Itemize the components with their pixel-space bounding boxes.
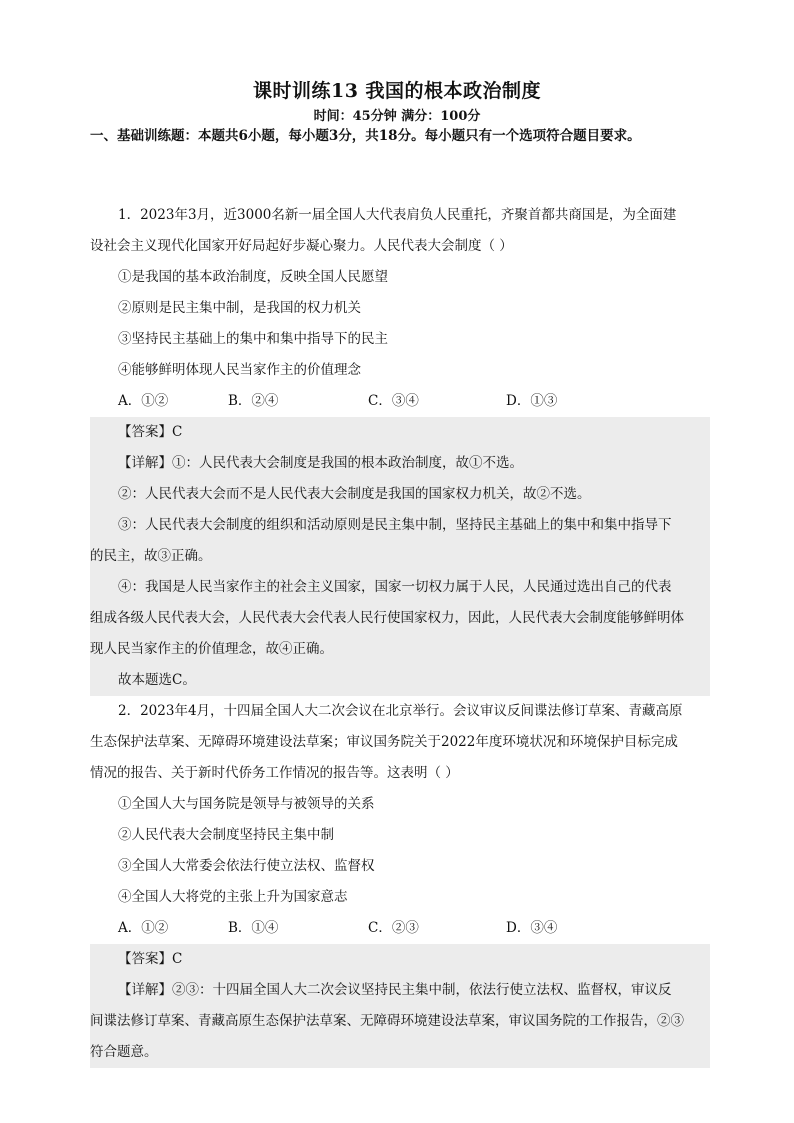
statement-item: ①是我国的基本政治制度，反映全国人民愿望 bbox=[118, 269, 388, 285]
explanation-line: 【详解】②③：十四届全国人大二次会议坚持民主集中制，依法行使立法权、监督权，审议反 bbox=[118, 982, 672, 998]
statement-item: ④全国人大将党的主张上升为国家意志 bbox=[118, 889, 348, 905]
explanation-line: 故本题选C。 bbox=[118, 672, 196, 688]
question-1 bbox=[90, 200, 706, 696]
option-c: C．③④ bbox=[368, 393, 419, 409]
option-b: B．②④ bbox=[228, 393, 279, 409]
option-d: D．①③ bbox=[506, 393, 558, 409]
page-title: 课时训练13 我国的根本政治制度 bbox=[252, 80, 542, 102]
answer-options bbox=[90, 913, 706, 944]
answer-explanation-block bbox=[90, 944, 710, 1068]
statement-item: ③全国人大常委会依法行使立法权、监督权 bbox=[118, 858, 375, 874]
explanation-line: 现人民当家作主的价值理念，故④正确。 bbox=[90, 641, 333, 657]
time-score-info: 时间：45分钟 满分：100分 bbox=[313, 109, 481, 124]
question-body bbox=[90, 200, 706, 1068]
question-stem-line: 2．2023年4月，十四届全国人大二次会议在北京举行。会议审议反间谍法修订草案、青藏高原 bbox=[118, 703, 683, 719]
question-stem-line: 情况的报告、关于新时代侨务工作情况的报告等。这表明（ ） bbox=[90, 765, 459, 781]
explanation-line: ④：我国是人民当家作主的社会主义国家，国家一切权力属于人民，人民通过选出自己的代表 bbox=[118, 579, 672, 595]
statement-item: ③坚持民主基础上的集中和集中指导下的民主 bbox=[118, 331, 388, 347]
explanation-line: 组成各级人民代表大会，人民代表大会代表人民行使国家权力，因此，人民代表大会制度能够鲜明体 bbox=[90, 610, 684, 626]
answer-label: 【答案】C bbox=[118, 424, 183, 440]
section-heading: 一、基础训练题：本题共6小题，每小题3分，共18分。每小题只有一个选项符合题目要求。 bbox=[90, 128, 641, 144]
explanation-line: 间谍法修订草案、青藏高原生态保护法草案、无障碍环境建设法草案，审议国务院的工作报告，②③ bbox=[90, 1013, 684, 1029]
option-a: A．①② bbox=[118, 393, 169, 409]
option-b: B．①④ bbox=[228, 920, 279, 936]
explanation-line: 符合题意。 bbox=[90, 1044, 158, 1060]
answer-explanation-block bbox=[90, 417, 710, 696]
explanation-line: ②：人民代表大会而不是人民代表大会制度是我国的国家权力机关，故②不选。 bbox=[118, 486, 591, 502]
statement-item: ②人民代表大会制度坚持民主集中制 bbox=[118, 827, 334, 843]
question-stem-line: 生态保护法草案、无障碍环境建设法草案；审议国务院关于2022年度环境状况和环境保护目标完成 bbox=[90, 734, 678, 750]
explanation-line: ③：人民代表大会制度的组织和活动原则是民主集中制，坚持民主基础上的集中和集中指导下 bbox=[118, 517, 672, 533]
statement-item: ①全国人大与国务院是领导与被领导的关系 bbox=[118, 796, 375, 812]
statement-item: ②原则是民主集中制，是我国的权力机关 bbox=[118, 300, 361, 316]
question-stem-line: 1．2023年3月，近3000名新一届全国人大代表肩负人民重托，齐聚首都共商国是，为全面建 bbox=[118, 207, 677, 223]
explanation-line: 【详解】①：人民代表大会制度是我国的根本政治制度，故①不选。 bbox=[118, 455, 523, 471]
option-a: A．①② bbox=[118, 920, 169, 936]
option-c: C．②③ bbox=[368, 920, 419, 936]
answer-label: 【答案】C bbox=[118, 951, 183, 967]
question-2 bbox=[90, 696, 706, 1068]
explanation-line: 的民主，故③正确。 bbox=[90, 548, 212, 564]
statement-item: ④能够鲜明体现人民当家作主的价值理念 bbox=[118, 362, 361, 378]
question-stem-line: 设社会主义现代化国家开好局起好步凝心聚力。人民代表大会制度（ ） bbox=[90, 238, 513, 254]
option-d: D．③④ bbox=[506, 920, 558, 936]
answer-options bbox=[90, 386, 706, 417]
